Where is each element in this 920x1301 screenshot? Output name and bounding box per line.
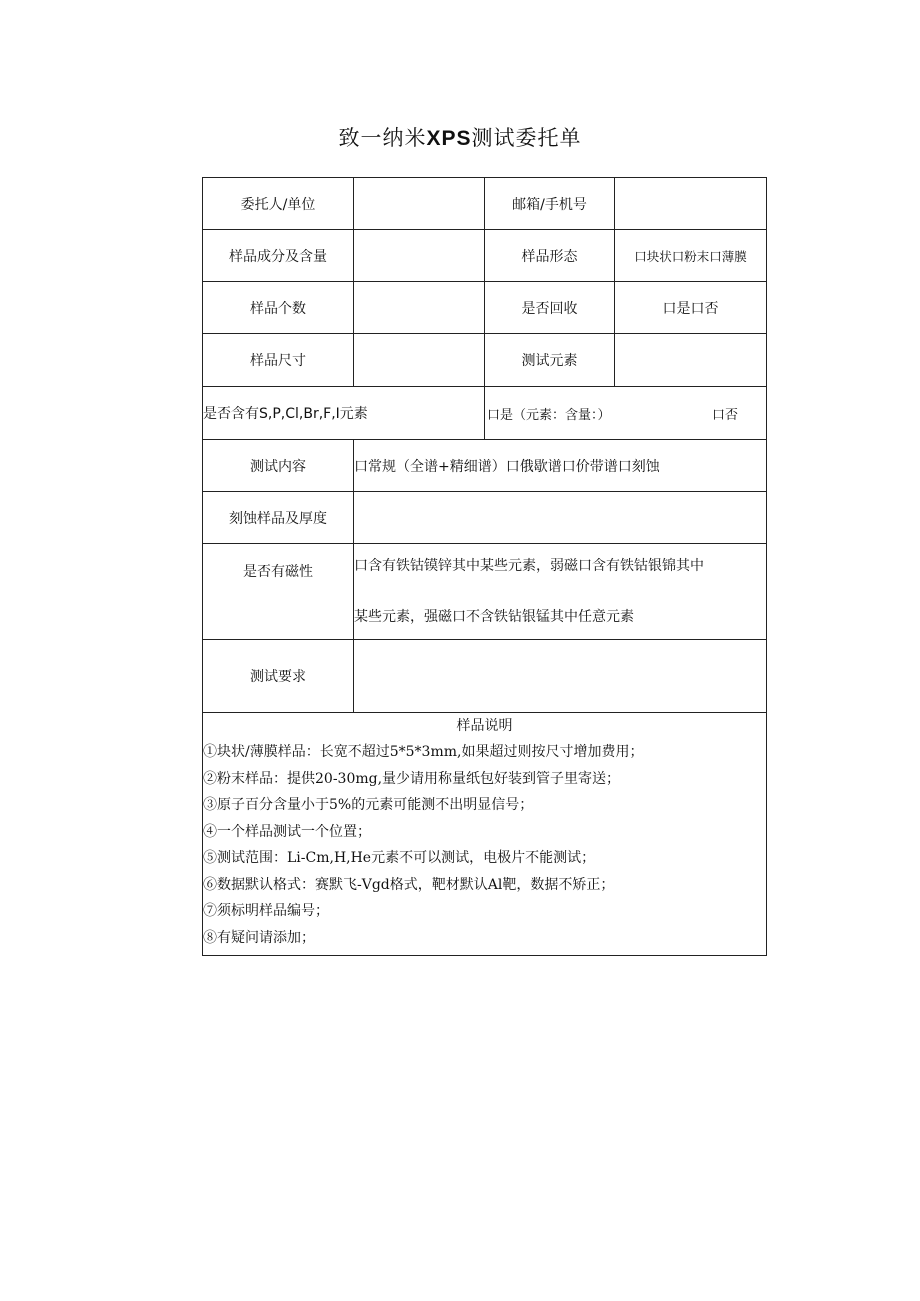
elements-field[interactable] — [615, 334, 767, 387]
size-label: 样品尺寸 — [203, 334, 354, 387]
content-label: 测试内容 — [203, 440, 354, 492]
contact-label: 邮箱/手机号 — [485, 178, 615, 230]
table-row — [203, 178, 767, 230]
page-title — [0, 122, 920, 152]
title-xps: XPS — [426, 127, 472, 150]
note-item: ③原子百分含量小于5%的元素可能测不出明显信号； — [203, 797, 534, 813]
requirements-label: 测试要求 — [203, 640, 354, 713]
note-item: ⑧有疑问请添加； — [203, 929, 315, 946]
notes-heading: 样品说明 — [456, 718, 513, 734]
table-row — [203, 544, 767, 640]
form-label: 样品形态 — [485, 230, 615, 282]
client-field[interactable] — [354, 178, 485, 230]
contact-field[interactable] — [615, 178, 767, 230]
table-row — [203, 230, 767, 282]
composition-label: 样品成分及含量 — [203, 230, 354, 282]
composition-field[interactable] — [354, 230, 485, 282]
table-row — [203, 492, 767, 544]
halogen-label: 是否含有S,P,Cl,Br,F,I元素 — [203, 387, 485, 440]
magnetic-line-1: 口含有铁钴镆锌其中某些元素，弱磁口含有铁钴银锦其中 — [354, 558, 704, 574]
title-suffix: 测试委托单 — [471, 126, 582, 150]
recycle-options[interactable]: 口是口否 — [615, 282, 767, 334]
halogen-no-option[interactable]: 口否 — [711, 407, 738, 423]
halogen-yes-option[interactable]: 口是（元素：含量：） — [487, 407, 611, 423]
note-item: ②粉末样品：提供20-30mg,量少请用称量纸包好装到管子里寄送； — [203, 770, 621, 787]
form-options[interactable]: 口块状口粉末口薄膜 — [615, 230, 767, 282]
table-row — [203, 713, 767, 956]
table-row — [203, 440, 767, 492]
table-row — [203, 640, 767, 713]
requirements-field[interactable] — [354, 640, 767, 713]
note-item: ①块状/薄膜样品：长宽不超过5*5*3mm,如果超过则按尺寸增加费用； — [203, 744, 644, 760]
count-field[interactable] — [354, 282, 485, 334]
table-row — [203, 387, 767, 440]
etch-field[interactable] — [354, 492, 767, 544]
table-row — [203, 282, 767, 334]
request-form-table — [202, 177, 767, 956]
note-item: ④一个样品测试一个位置； — [203, 823, 371, 840]
halogen-options[interactable] — [485, 387, 767, 440]
note-item: ⑥数据默认格式：赛默飞-Vgd格式，靶材默认Al靶，数据不矫正； — [203, 876, 615, 893]
magnetic-label: 是否有磁性 — [203, 544, 354, 640]
magnetic-line-2: 某些元素，强磁口不含铁钻银锰其中任意元素 — [354, 609, 634, 625]
client-label: 委托人/单位 — [203, 178, 354, 230]
magnetic-options[interactable] — [354, 544, 767, 640]
elements-label: 测试元素 — [485, 334, 615, 387]
content-options[interactable]: 口常规（全谱+精细谱）口俄歇谱口价带谱口刻蚀 — [354, 440, 767, 492]
note-item: ⑦须标明样品编号； — [203, 903, 329, 919]
note-item: ⑤测试范围：Li-Cm,H,He元素不可以测试，电极片不能测试； — [203, 850, 596, 866]
table-row — [203, 334, 767, 387]
recycle-label: 是否回收 — [485, 282, 615, 334]
count-label: 样品个数 — [203, 282, 354, 334]
title-prefix: 致一纳米 — [338, 126, 427, 150]
etch-label: 刻蚀样品及厚度 — [203, 492, 354, 544]
size-field[interactable] — [354, 334, 485, 387]
sample-notes — [203, 713, 767, 956]
